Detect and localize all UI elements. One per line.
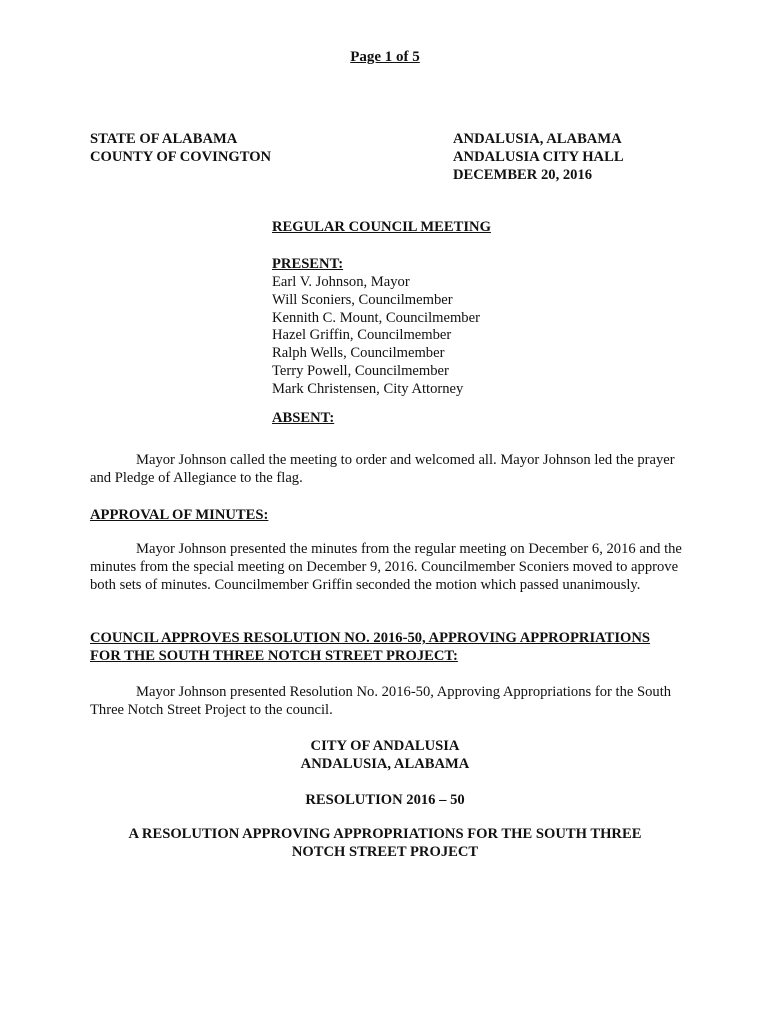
header-location bbox=[453, 130, 624, 184]
present-member: Terry Powell, Councilmember bbox=[272, 362, 449, 379]
present-member: Hazel Griffin, Councilmember bbox=[272, 327, 452, 344]
resolution-number: RESOLUTION 2016 – 50 bbox=[305, 792, 465, 808]
header-county: COUNTY OF COVINGTON bbox=[90, 149, 272, 165]
header-city: ANDALUSIA, ALABAMA bbox=[453, 131, 622, 147]
present-member: Kennith C. Mount, Councilmember bbox=[272, 309, 480, 326]
attendance-section bbox=[272, 218, 491, 427]
absent-heading: ABSENT: bbox=[272, 409, 335, 426]
present-member: Will Sconiers, Councilmember bbox=[272, 291, 453, 308]
resolution-item-paragraph: Mayor Johnson presented Resolution No. 2016-50, Approving Appropriations for the South Three Notch Street Project to the council. bbox=[90, 684, 672, 718]
header-date: DECEMBER 20, 2016 bbox=[453, 167, 593, 183]
minutes-heading: APPROVAL OF MINUTES: bbox=[90, 507, 269, 523]
resolution-header bbox=[90, 737, 680, 773]
present-member: Ralph Wells, Councilmember bbox=[272, 345, 445, 362]
resolution-title: A RESOLUTION APPROVING APPROPRIATIONS FOR THE SOUTH THREE NOTCH STREET PROJECT bbox=[128, 826, 642, 860]
minutes-paragraph: Mayor Johnson presented the minutes from the regular meeting on December 6, 2016 and the minutes from the special meeting on December 9, 2016. Councilmember Sconiers moved to approve both sets of minutes. Councilmember Griffin seconded the motion which passed unanimously. bbox=[90, 541, 682, 593]
call-to-order-paragraph: Mayor Johnson called the meeting to order and welcomed all. Mayor Johnson led the prayer and Pledge of Allegiance to the flag. bbox=[90, 452, 675, 486]
present-heading: PRESENT: bbox=[272, 256, 344, 272]
resolution-state: ANDALUSIA, ALABAMA bbox=[300, 756, 470, 772]
present-member: Earl V. Johnson, Mayor bbox=[272, 274, 410, 290]
header-venue: ANDALUSIA CITY HALL bbox=[453, 149, 624, 165]
page-number-label: Page 1 of 5 bbox=[350, 49, 420, 65]
meeting-title: REGULAR COUNCIL MEETING bbox=[272, 219, 491, 235]
resolution-item-heading: COUNCIL APPROVES RESOLUTION NO. 2016-50, APPROVING APPROPRIATIONS FOR THE SOUTH THREE NOTCH STREET PROJECT: bbox=[90, 630, 651, 664]
header-state: STATE OF ALABAMA bbox=[90, 131, 238, 147]
header-jurisdiction bbox=[90, 130, 271, 166]
resolution-city: CITY OF ANDALUSIA bbox=[310, 738, 460, 754]
present-member: Mark Christensen, City Attorney bbox=[272, 380, 464, 397]
